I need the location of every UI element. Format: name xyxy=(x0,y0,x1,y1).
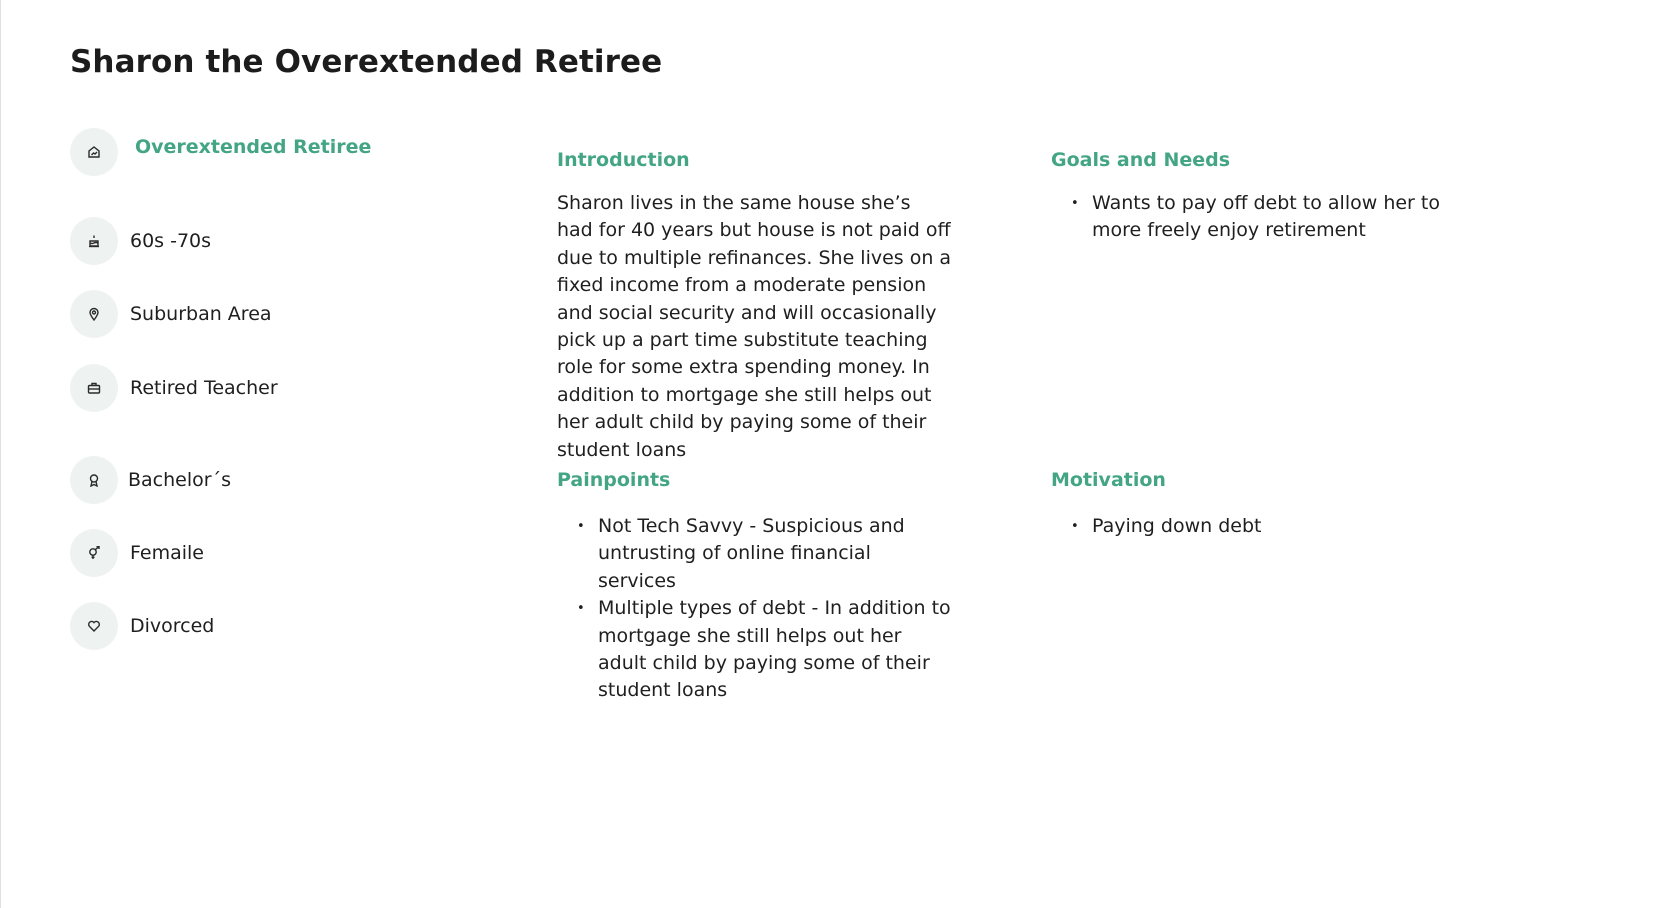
persona-type xyxy=(70,128,371,176)
goals-heading: Goals and Needs xyxy=(1051,149,1231,171)
attr-occupation xyxy=(70,364,278,412)
page-title: Sharon the Overextended Retiree xyxy=(70,44,663,80)
motivation-list xyxy=(1051,513,1446,540)
award-icon xyxy=(70,456,118,504)
goals-list xyxy=(1051,190,1446,245)
briefcase-icon xyxy=(70,364,118,412)
goals-section xyxy=(1051,149,1446,245)
attr-status xyxy=(70,602,214,650)
gender-label: Femaile xyxy=(130,542,204,564)
painpoints-list xyxy=(557,513,952,705)
persona-type-label: Overextended Retiree xyxy=(135,136,372,158)
list-item: • Wants to pay off debt to allow her to more freely enjoy retirement xyxy=(1092,190,1446,245)
motivation-heading: Motivation xyxy=(1051,469,1166,491)
painpoints-section xyxy=(557,469,952,705)
location-pin-icon xyxy=(70,290,118,338)
list-item: • Paying down debt xyxy=(1092,513,1446,540)
introduction-section xyxy=(557,149,952,464)
painpoints-heading: Painpoints xyxy=(557,469,671,491)
list-item: • Multiple types of debt - In addition to mortgage she still helps out her adult child by paying some of their student loans xyxy=(598,595,952,705)
attr-gender xyxy=(70,529,204,577)
status-label: Divorced xyxy=(130,615,215,637)
list-item: • Not Tech Savvy - Suspicious and untrusting of online financial services xyxy=(598,513,952,595)
heart-icon xyxy=(70,602,118,650)
cake-icon xyxy=(70,217,118,265)
gender-icon xyxy=(70,529,118,577)
house-chart-icon xyxy=(70,128,118,176)
attr-location xyxy=(70,290,272,338)
occupation-label: Retired Teacher xyxy=(130,377,278,399)
introduction-text: Sharon lives in the same house she’s had for 40 years but house is not paid off due to multiple refinances. She lives on a fixed income from a moderate pension and social security and will occasionally pick up a part time substitute teaching role for some extra spending money. In addition to mortgage she still helps out her adult child by paying some of their student loans xyxy=(557,192,952,461)
age-label: 60s -70s xyxy=(130,230,212,252)
location-label: Suburban Area xyxy=(130,303,272,325)
education-label: Bachelor´s xyxy=(128,469,231,491)
introduction-heading: Introduction xyxy=(557,149,690,171)
motivation-section xyxy=(1051,469,1446,540)
attr-education xyxy=(70,456,231,504)
attr-age xyxy=(70,217,211,265)
